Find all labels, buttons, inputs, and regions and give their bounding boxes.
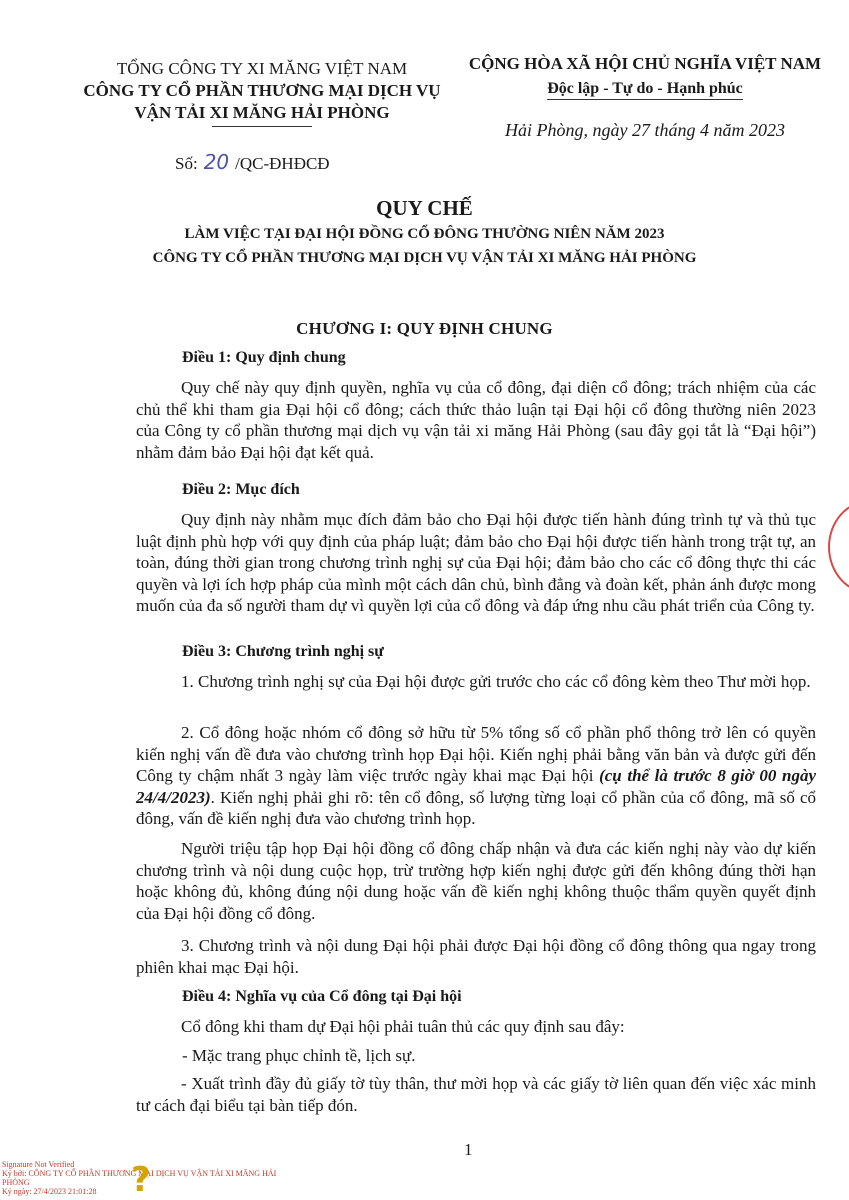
signature-status: Signature Not Verified: [2, 1160, 75, 1169]
article-1-paragraph: Quy chế này quy định quyền, nghĩa vụ của cổ đông, đại diện cổ đông; trách nhiệm của các chủ thể khi tham gia Đại hội cổ đông; cách thức thảo luận tại Đại hội cổ đông thường niên 2023 của Công ty cổ phần thương mại dịch vụ vận tải xi măng Hải Phòng (sau đây gọi tắt là “Đại hội”) nhằm đảm bảo Đại hội đạt kết quả.: [136, 378, 816, 462]
document-subtitle-2: CÔNG TY CỔ PHẦN THƯƠNG MẠI DỊCH VỤ VẬN TẢI XI MĂNG HẢI PHÒNG: [152, 250, 697, 266]
issuer-underline: [212, 126, 312, 127]
signature-signer-cont: PHÒNG: [2, 1178, 30, 1187]
national-header: [455, 52, 835, 100]
chapter-heading: CHƯƠNG I: QUY ĐỊNH CHUNG: [296, 319, 553, 338]
document-title: QUY CHẾ: [376, 196, 473, 220]
article-3-heading: Điều 3: Chương trình nghị sự: [182, 643, 384, 660]
article-4-intro: Cổ đông khi tham dự Đại hội phải tuân thủ các quy định sau đây:: [181, 1017, 625, 1036]
article-2-paragraph: Quy định này nhằm mục đích đảm bảo cho Đại hội được tiến hành đúng trình tự và thủ tục luật định phù hợp với quy định của pháp luật; đảm bảo cho Đại hội được tiến hành trong trật tự, an toàn, đúng thời gian trong chương trình nghị sự của Đại hội; đảm bảo cho các cổ đông thực thi các quyền và lợi ích hợp pháp của mình một cách dân chủ, bình đẳng và đoàn kết, phản ánh được mong muốn của đa số người tham dự vì quyền lợi của cổ đông và đáp ứng nhu cầu phát triển của Công ty.: [136, 510, 816, 615]
article-3-item-2: [136, 722, 816, 830]
article-4-bullet-2: - Xuất trình đầy đủ giấy tờ tùy thân, thư mời họp và các giấy tờ liên quan đến việc xác minh tư cách đại biểu tại bàn tiếp đón.: [136, 1074, 816, 1115]
article-1-heading: Điều 1: Quy định chung: [182, 349, 346, 366]
article-3-item-2-text-a: 2. Cổ đông hoặc nhóm cổ đông sở hữu từ 5% tổng số cổ phần phổ thông trở lên có quyền kiến nghị vấn đề đưa vào chương trình họp Đại hội. Kiến nghị phải bằng văn bản và được gửi đến Công ty chậm nhất 3 ngày làm việc trước ngày khai mạc Đại hội: [136, 723, 816, 785]
company-name-line1: CÔNG TY CỔ PHẦN THƯƠNG MẠI DỊCH VỤ: [83, 81, 441, 100]
article-4-heading: Điều 4: Nghĩa vụ của Cổ đông tại Đại hội: [182, 988, 462, 1005]
doc-number-label: Số:: [175, 154, 198, 173]
place-and-date: Hải Phòng, ngày 27 tháng 4 năm 2023: [505, 120, 785, 140]
parent-company: TỔNG CÔNG TY XI MĂNG VIỆT NAM: [116, 59, 408, 78]
doc-number-handwritten: 20: [203, 150, 230, 174]
document-number: [175, 150, 330, 174]
company-name-line2: VẬN TẢI XI MĂNG HẢI PHÒNG: [134, 103, 390, 122]
article-3-item-2-text-b: . Kiến nghị phải ghi rõ: tên cổ đông, số lượng từng loại cổ phần của cổ đông, mã số cổ đông, vấn đề kiến nghị đưa vào chương trình họp.: [136, 787, 816, 828]
doc-number-suffix: /QC-ĐHĐCĐ: [235, 154, 330, 173]
red-seal-stamp: [828, 500, 849, 594]
page-number: 1: [464, 1140, 473, 1159]
signature-signer: Ký bởi: CÔNG TY CỔ PHẦN THƯƠNG MẠI DỊCH VỤ VẬN TẢI XI MĂNG HẢI: [2, 1169, 277, 1178]
article-3-convener-paragraph: Người triệu tập họp Đại hội đồng cổ đông chấp nhận và đưa các kiến nghị này vào dự kiến chương trình và nội dung cuộc họp, trừ trường hợp kiến nghị được gửi đến không đúng thời hạn hoặc không đủ, không đúng nội dung hoặc vấn đề kiến nghị không thuộc thẩm quyền quyết định của Đại hội đồng cổ đông.: [136, 839, 816, 923]
article-4-bullet-1: - Mặc trang phục chỉnh tề, lịch sự.: [182, 1046, 416, 1065]
document-subtitle-1: LÀM VIỆC TẠI ĐẠI HỘI ĐỒNG CỔ ĐÔNG THƯỜNG NIÊN NĂM 2023: [184, 226, 665, 242]
national-motto: Độc lập - Tự do - Hạnh phúc: [547, 79, 743, 100]
article-3-item-2-deadline: (cụ thể là trước 8 giờ 00 ngày 24/4/2023): [136, 766, 816, 807]
article-3-item-1: 1. Chương trình nghị sự của Đại hội được gửi trước cho các cổ đông kèm theo Thư mời họp.: [181, 672, 811, 691]
unverified-signature-icon: ?: [131, 1160, 151, 1200]
issuer-block: [72, 58, 452, 127]
signature-date: Ký ngày: 27/4/2023 21:01:28: [2, 1187, 97, 1196]
nation-name: CỘNG HÒA XÃ HỘI CHỦ NGHĨA VIỆT NAM: [468, 54, 822, 73]
article-3-item-3: 3. Chương trình và nội dung Đại hội phải được Đại hội đồng cổ đông thông qua ngay trong phiên khai mạc Đại hội.: [136, 936, 816, 977]
article-2-heading: Điều 2: Mục đích: [182, 481, 300, 498]
